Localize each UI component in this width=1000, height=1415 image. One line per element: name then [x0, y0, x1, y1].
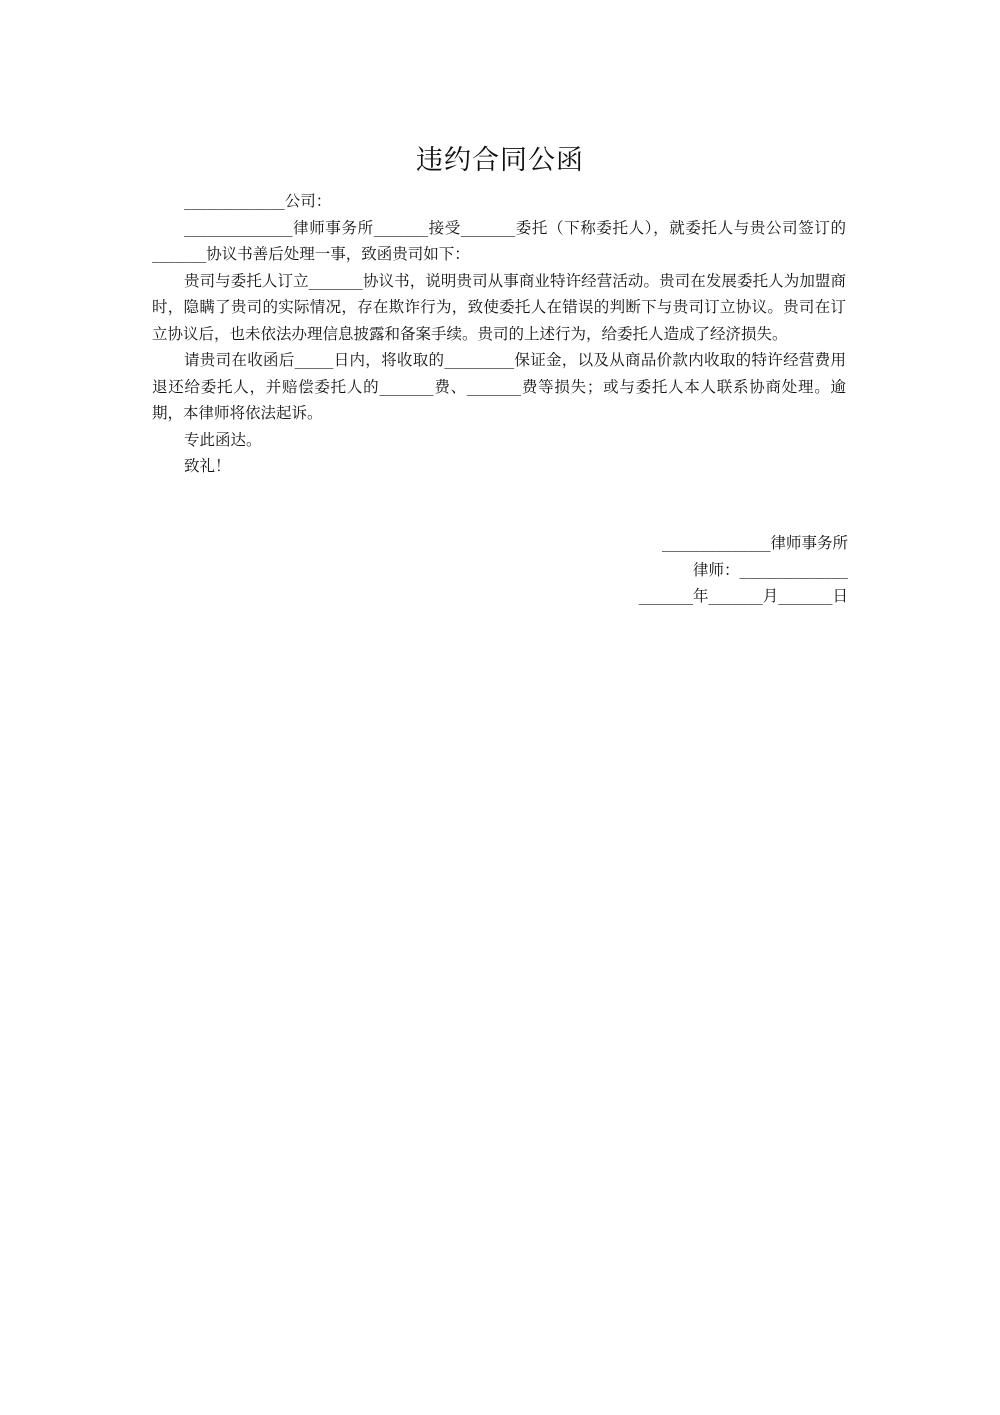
- signature-block: [448, 530, 848, 610]
- paragraph-demand: 请贵司在收函后_____日内，将收取的_________保证金，以及从商品价款内收取的特许经营费用退还给委托人，并赔偿委托人的_______费、_______费等损失；或与委托人本人联系协商处理。逾期，本律师将依法起诉。: [152, 351, 846, 422]
- closing-regards: 致礼！: [184, 457, 231, 475]
- signature-lawyer: 律师：______________: [692, 560, 848, 579]
- signature-date: _______年_______月_______日: [638, 587, 848, 605]
- signature-firm: ______________律师事务所: [661, 534, 848, 552]
- closing-statement: 专此函达。: [184, 430, 262, 449]
- salutation: _____________公司：: [184, 192, 332, 210]
- paragraph-intro: ______________律师事务所_______接受_______委托（下称委托人），就委托人与贵公司签订的_______协议书善后处理一事，致函贵司如下：: [152, 218, 846, 263]
- paragraph-facts: 贵司与委托人订立_______协议书，说明贵司从事商业特许经营活动。贵司在发展委托人为加盟商时，隐瞒了贵司的实际情况，存在欺诈行为，致使委托人在错误的判断下与贵司订立协议。贵司在订立协议后，也未依法办理信息披露和备案手续。贵司的上述行为，给委托人造成了经济损失。: [152, 271, 846, 343]
- document-title: 违约合同公函: [416, 145, 584, 176]
- letter-body: [152, 188, 846, 480]
